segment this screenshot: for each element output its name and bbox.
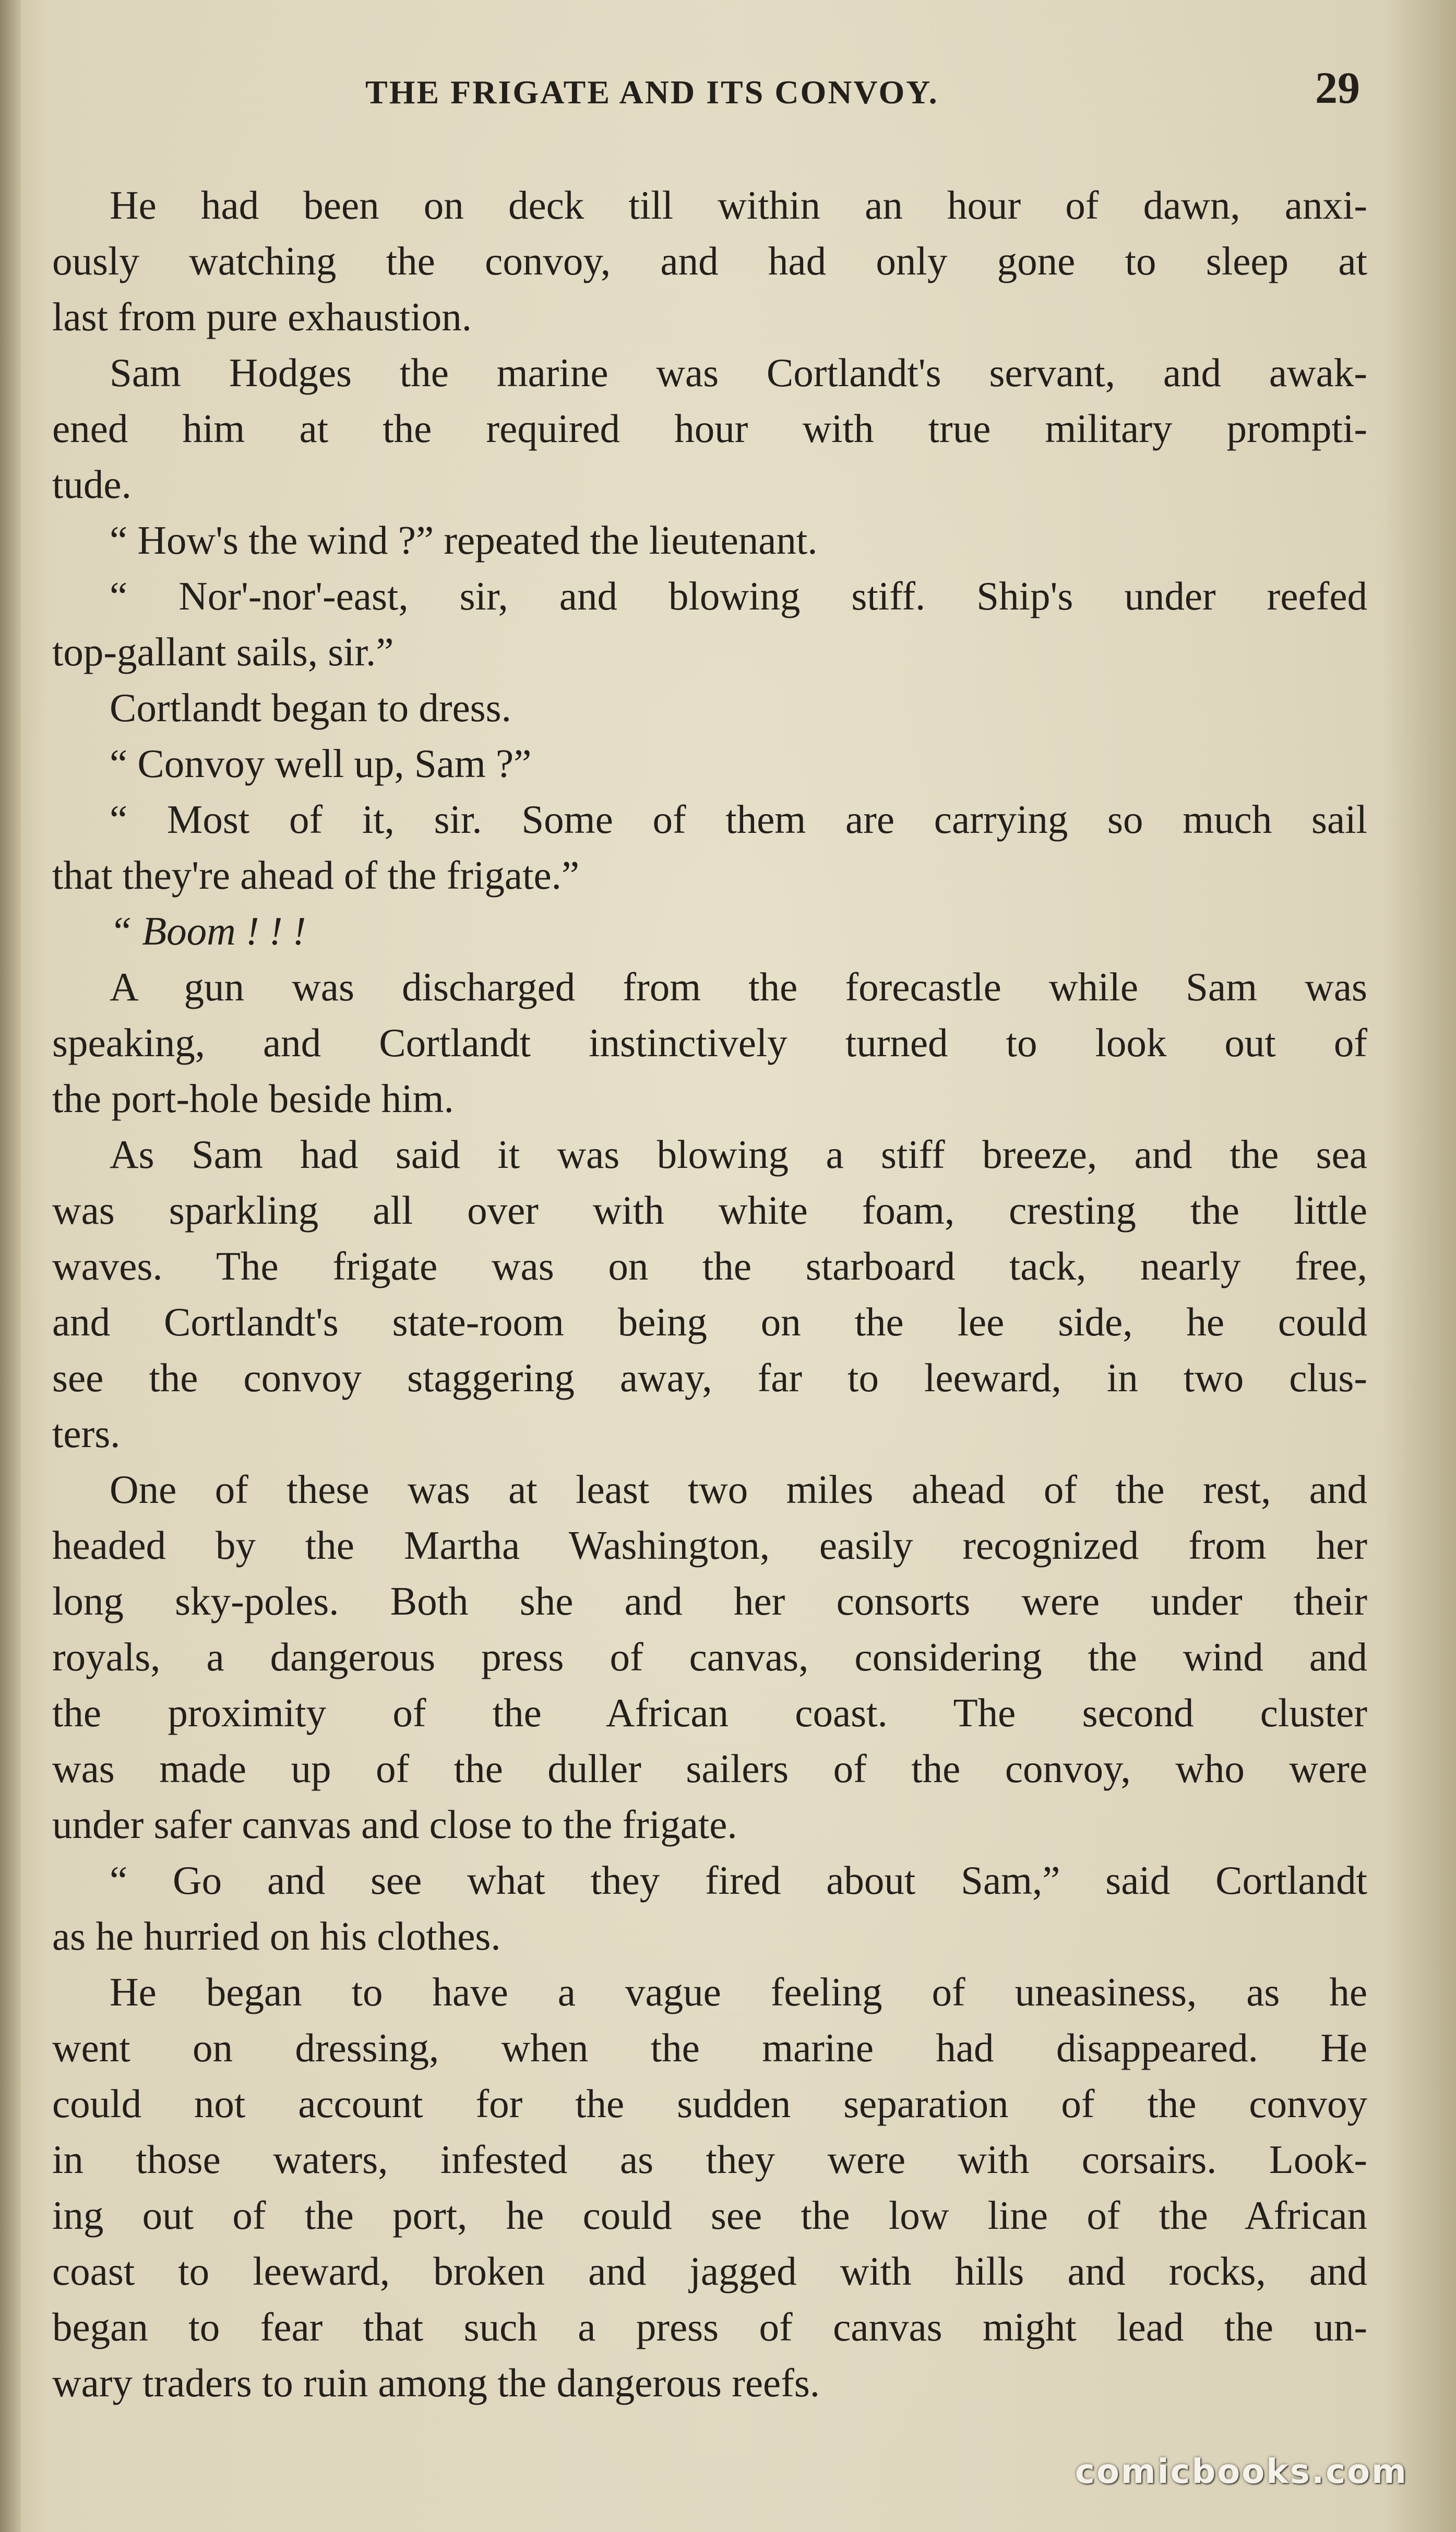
- text-line: ened him at the required hour with true military prompti-: [52, 406, 1367, 451]
- text-line: last from pure exhaustion.: [52, 294, 472, 339]
- text-line: wary traders to ruin among the dangerous reefs.: [52, 2360, 820, 2405]
- text-line: tude.: [52, 462, 132, 507]
- text-line: As Sam had said it was blowing a stiff breeze, and the sea: [110, 1132, 1367, 1177]
- text-line: “ Nor'-nor'-east, sir, and blowing stiff. Ship's under reefed: [110, 574, 1367, 618]
- text-line: “ How's the wind ?” repeated the lieutenant.: [110, 518, 818, 563]
- text-line: “ Most of it, sir. Some of them are carrying so much sail: [110, 797, 1367, 842]
- text-line: headed by the Martha Washington, easily recognized from her: [52, 1523, 1367, 1568]
- text-line: speaking, and Cortlandt instinctively turned to look out of: [52, 1020, 1367, 1065]
- text-line: Cortlandt began to dress.: [110, 685, 511, 730]
- text-line: that they're ahead of the frigate.”: [52, 853, 580, 898]
- text-line: A gun was discharged from the forecastle while Sam was: [110, 964, 1367, 1009]
- text-line: the port-hole beside him.: [52, 1076, 454, 1121]
- text-line: He had been on deck till within an hour of dawn, anxi-: [110, 183, 1367, 228]
- text-line: and Cortlandt's state-room being on the lee side, he could: [52, 1299, 1367, 1344]
- text-line: began to fear that such a press of canvas might lead the un-: [52, 2304, 1367, 2349]
- text-line: under safer canvas and close to the frigate.: [52, 1802, 737, 1847]
- text-line: in those waters, infested as they were with corsairs. Look-: [52, 2137, 1367, 2182]
- text-line: Sam Hodges the marine was Cortlandt's servant, and awak-: [110, 350, 1367, 395]
- text-line: top-gallant sails, sir.”: [52, 629, 394, 674]
- text-line: waves. The frigate was on the starboard tack, nearly free,: [52, 1244, 1367, 1288]
- page-gutter-edge: [0, 0, 21, 2532]
- text-line: One of these was at least two miles ahead of the rest, and: [110, 1467, 1367, 1512]
- text-line: “ Go and see what they fired about Sam,” said Cortlandt: [110, 1858, 1367, 1903]
- text-line: as he hurried on his clothes.: [52, 1914, 501, 1958]
- text-line: “ Convoy well up, Sam ?”: [110, 741, 532, 786]
- text-line: the proximity of the African coast. The second cluster: [52, 1690, 1367, 1735]
- text-line: long sky-poles. Both she and her consorts were under their: [52, 1579, 1367, 1623]
- text-line: see the convoy staggering away, far to leeward, in two clus-: [52, 1355, 1367, 1400]
- text-line: ously watching the convoy, and had only gone to sleep at: [52, 238, 1367, 283]
- text-line: ing out of the port, he could see the low line of the African: [52, 2193, 1367, 2238]
- text-line: went on dressing, when the marine had disappeared. He: [52, 2025, 1367, 2070]
- text-line: “ Boom ! ! !: [110, 909, 306, 953]
- text-line: He began to have a vague feeling of uneasiness, as he: [110, 1969, 1367, 2014]
- page-number: 29: [1315, 63, 1360, 113]
- text-line: could not account for the sudden separation of the convoy: [52, 2081, 1367, 2126]
- running-head: THE FRIGATE AND ITS CONVOY.: [365, 74, 939, 111]
- text-line: royals, a dangerous press of canvas, considering the wind and: [52, 1634, 1367, 1679]
- text-line: coast to leeward, broken and jagged with hills and rocks, and: [52, 2249, 1367, 2294]
- watermark-text: comicbooks.com: [1075, 2453, 1408, 2491]
- body-text: [52, 177, 1367, 2411]
- text-line: ters.: [52, 1411, 121, 1456]
- text-line: was made up of the duller sailers of the convoy, who were: [52, 1746, 1367, 1791]
- text-line: was sparkling all over with white foam, cresting the little: [52, 1188, 1367, 1233]
